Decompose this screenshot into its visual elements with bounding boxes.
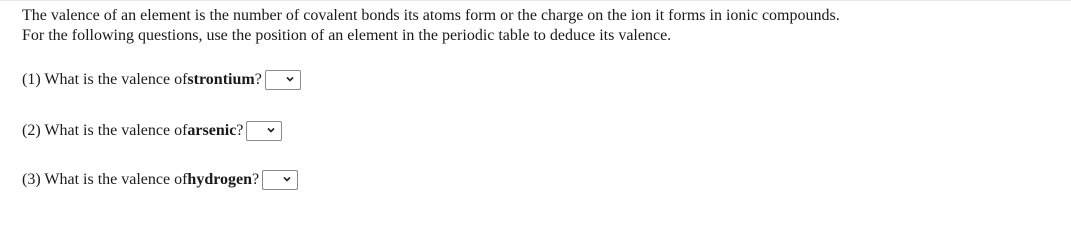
question-3-element: hydrogen: [187, 171, 253, 188]
valence-select-arsenic[interactable]: [246, 121, 282, 141]
intro-line-2: For the following questions, use the position of an element in the periodic table to deduce its valence.: [22, 27, 672, 44]
intro-line-1: The valence of an element is the number of covalent bonds its atoms form or the charge on the ion it forms in ionic compounds.: [22, 7, 840, 24]
valence-select-strontium[interactable]: [265, 70, 301, 90]
chevron-down-icon: [267, 126, 275, 134]
question-2: [22, 121, 282, 141]
question-1: [22, 70, 301, 90]
question-3-prefix: (3) What is the valence of: [22, 171, 188, 188]
question-3-suffix: ?: [252, 171, 260, 188]
question-1-prefix: (1) What is the valence of: [22, 71, 188, 88]
question-2-suffix: ?: [236, 122, 244, 139]
question-2-element: arsenic: [187, 122, 237, 139]
chevron-down-icon: [283, 175, 291, 183]
question-1-element: strontium: [187, 71, 255, 88]
intro-text: [22, 6, 1062, 46]
question-content: [22, 6, 1062, 188]
chevron-down-icon: [286, 75, 294, 83]
question-2-prefix: (2) What is the valence of: [22, 122, 188, 139]
valence-select-hydrogen[interactable]: [262, 170, 298, 190]
question-1-suffix: ?: [254, 71, 262, 88]
top-divider: [0, 0, 1071, 1]
question-3: [22, 170, 298, 190]
